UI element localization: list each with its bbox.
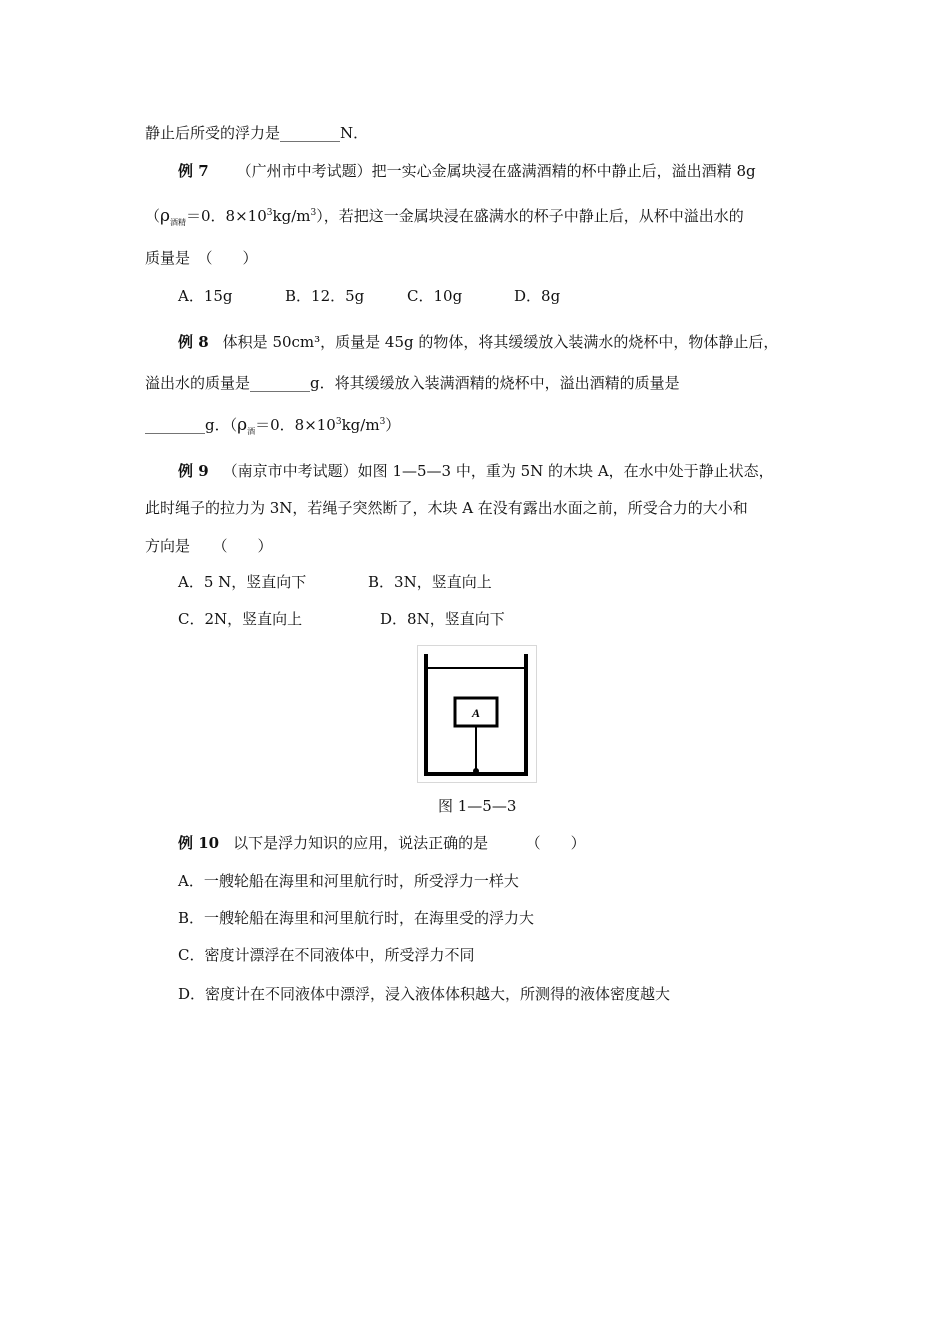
- rho-symbol: ρ: [237, 415, 248, 435]
- unit-exponent: 3: [379, 417, 386, 427]
- paren-close: ）: [385, 416, 401, 434]
- option-c: C．2N，竖直向上: [178, 610, 303, 628]
- container-diagram: [418, 646, 536, 782]
- example-8-line-3: [145, 414, 400, 439]
- option-c: C．密度计漂浮在不同液体中，所受浮力不同: [178, 946, 475, 964]
- option-a: A．一艘轮船在海里和河里航行时，所受浮力一样大: [178, 872, 519, 890]
- option-c: C．10g: [407, 287, 463, 305]
- example-7-line-3: 质量是 （ ）: [145, 249, 258, 267]
- option-d: D．8N，竖直向下: [380, 610, 505, 628]
- exponent: 3: [335, 417, 342, 427]
- example-9-line-3: 方向是 （ ）: [145, 537, 273, 555]
- rho-subscript: 酒: [247, 427, 256, 436]
- formula-value: ＝0．8×10: [255, 416, 336, 434]
- option-a: A．15g: [178, 287, 233, 305]
- example-8-line-2: 溢出水的质量是________g．将其缓缓放入装满酒精的烧杯中，溢出酒精的质量是: [145, 374, 680, 392]
- figure-caption: 图 1—5—3: [438, 797, 517, 815]
- example-7-line-1: [178, 160, 756, 182]
- figure-1-5-3: [417, 645, 537, 783]
- example-label: 例 9: [178, 462, 209, 480]
- answer-blank: ________g．（: [145, 416, 238, 434]
- exponent: 3: [266, 208, 273, 218]
- example-label: 例 10: [178, 834, 220, 852]
- option-b: B．3N，竖直向上: [368, 573, 492, 591]
- example-text: 体积是 50cm³，质量是 45g 的物体，将其缓缓放入装满水的烧杯中，物体静止后，: [222, 333, 779, 351]
- option-b: B．一艘轮船在海里和河里航行时，在海里受的浮力大: [178, 909, 535, 927]
- formula-value: ＝0．8×10: [186, 207, 267, 225]
- option-d: D．密度计在不同液体中漂浮，浸入液体体积越大，所测得的液体密度越大: [178, 985, 671, 1003]
- anchor-point: [473, 768, 479, 774]
- example-9-line-1: [178, 460, 774, 482]
- example-text: （广州市中考试题）把一实心金属块浸在盛满酒精的杯中静止后，溢出酒精 8g: [236, 162, 756, 180]
- unit: kg/m: [272, 207, 311, 225]
- example-label: 例 8: [178, 333, 209, 351]
- example-7-line-2: [145, 205, 744, 230]
- paren-open: （: [145, 207, 161, 225]
- option-b: B．12．5g: [285, 287, 365, 305]
- text-line: 静止后所受的浮力是________N．: [145, 124, 369, 142]
- example-text: 以下是浮力知识的应用，说法正确的是 （ ）: [233, 834, 586, 852]
- example-8-line-1: [178, 331, 778, 353]
- block-label: A: [471, 706, 481, 720]
- example-label: 例 7: [178, 162, 209, 180]
- unit: kg/m: [341, 416, 380, 434]
- example-text: （南京市中考试题）如图 1—5—3 中，重为 5N 的木块 A，在水中处于静止状态，: [222, 462, 774, 480]
- example-text: ），若把这一金属块浸在盛满水的杯子中静止后，从杯中溢出水的: [316, 207, 744, 225]
- option-d: D．8g: [514, 287, 561, 305]
- option-a: A．5 N，竖直向下: [178, 573, 307, 591]
- rho-subscript: 酒精: [170, 218, 187, 227]
- unit-exponent: 3: [310, 208, 317, 218]
- rho-symbol: ρ: [160, 206, 171, 226]
- example-10-line-1: [178, 832, 586, 854]
- example-9-line-2: 此时绳子的拉力为 3N，若绳子突然断了，木块 A 在没有露出水面之前，所受合力的大小和: [145, 499, 748, 517]
